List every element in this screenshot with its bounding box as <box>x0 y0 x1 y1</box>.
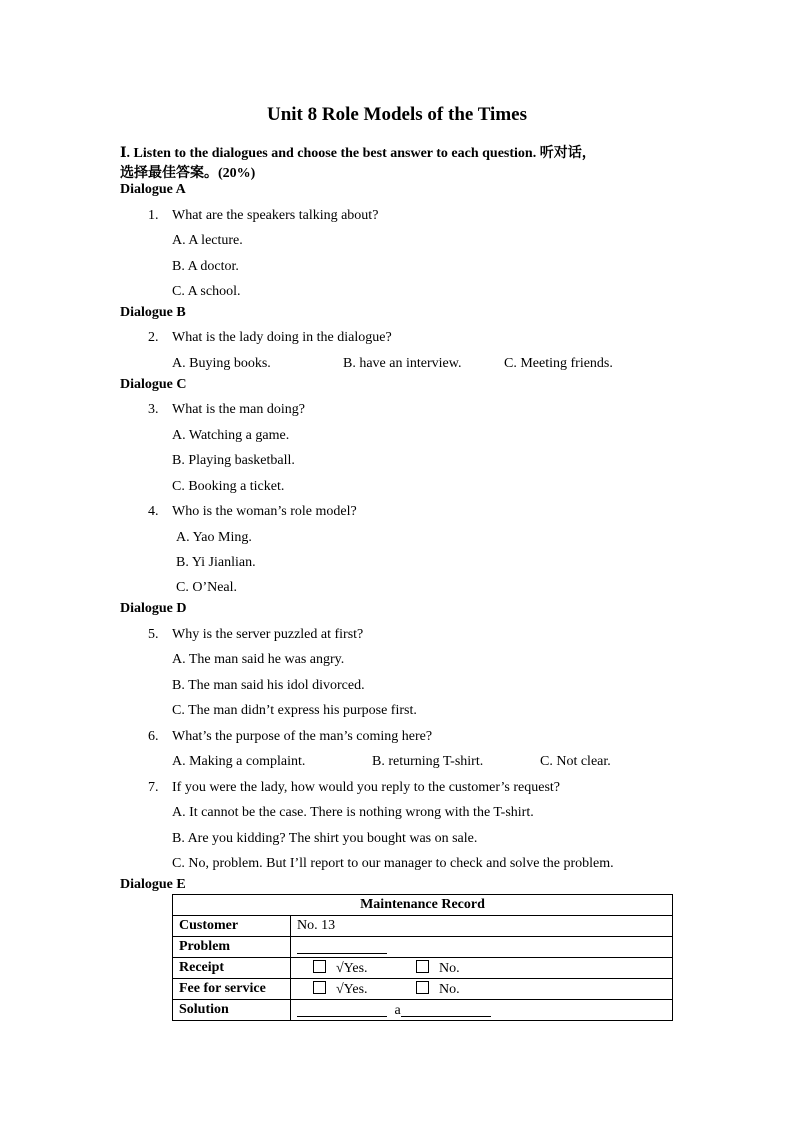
dialogue-e-heading: Dialogue E <box>120 877 186 892</box>
q6-option-b: B. returning T-shirt. <box>372 754 484 769</box>
question-number: 4. <box>148 504 159 519</box>
receipt-options <box>291 958 673 979</box>
q6-option-c: C. Not clear. <box>540 754 611 769</box>
fee-yes-label: √Yes. <box>336 981 368 997</box>
question-3 <box>148 402 305 418</box>
q3-option-b: B. Playing basketball. <box>172 453 295 468</box>
question-4 <box>148 504 357 520</box>
table-title: Maintenance Record <box>173 895 673 916</box>
dialogue-c-heading: Dialogue C <box>120 377 187 392</box>
question-2 <box>148 330 392 346</box>
fee-no-checkbox[interactable] <box>416 981 429 994</box>
solution-label: Solution <box>173 1000 291 1021</box>
dialogue-a-heading: Dialogue A <box>120 182 186 197</box>
customer-value: No. 13 <box>291 916 673 937</box>
question-6 <box>148 729 432 745</box>
q4-option-b: B. Yi Jianlian. <box>176 555 256 570</box>
q5-option-a: A. The man said he was angry. <box>172 652 345 667</box>
fee-no-label: No. <box>439 981 460 997</box>
solution-connector: a <box>394 1002 401 1018</box>
maintenance-record-table <box>172 894 673 1021</box>
table-row <box>173 979 673 1000</box>
fee-yes-checkbox[interactable] <box>313 981 326 994</box>
question-number: 6. <box>148 729 159 744</box>
dialogue-b-heading: Dialogue B <box>120 305 186 320</box>
receipt-yes-checkbox[interactable] <box>313 960 326 973</box>
q1-option-c: C. A school. <box>172 284 241 299</box>
customer-label: Customer <box>173 916 291 937</box>
question-text: What is the lady doing in the dialogue? <box>172 330 392 345</box>
fee-label: Fee for service <box>173 979 291 1000</box>
q6-option-a: A. Making a complaint. <box>172 754 306 769</box>
receipt-no-checkbox[interactable] <box>416 960 429 973</box>
q7-option-b: B. Are you kidding? The shirt you bought was on sale. <box>172 831 478 846</box>
question-1 <box>148 208 378 224</box>
receipt-label: Receipt <box>173 958 291 979</box>
table-row <box>173 916 673 937</box>
question-5 <box>148 627 363 643</box>
receipt-yes-label: √Yes. <box>336 960 368 976</box>
q2-option-c: C. Meeting friends. <box>504 356 613 371</box>
question-text: What’s the purpose of the man’s coming here? <box>172 729 433 744</box>
q3-option-c: C. Booking a ticket. <box>172 479 285 494</box>
section-heading-line1: Ⅰ. Listen to the dialogues and choose the best answer to each question. 听对话， <box>120 146 596 161</box>
table-row <box>173 895 673 916</box>
fee-options <box>291 979 673 1000</box>
question-text: If you were the lady, how would you reply to the customer’s request? <box>172 780 561 795</box>
q1-option-b: B. A doctor. <box>172 259 239 274</box>
q4-option-c: C. O’Neal. <box>176 580 238 595</box>
q1-option-a: A. A lecture. <box>172 233 243 248</box>
dialogue-d-heading: Dialogue D <box>120 601 187 616</box>
table-row <box>173 937 673 958</box>
table-row <box>173 958 673 979</box>
solution-blank-2[interactable] <box>401 1002 491 1017</box>
problem-label: Problem <box>173 937 291 958</box>
question-number: 7. <box>148 780 159 795</box>
question-7 <box>148 780 560 796</box>
solution-blank-1[interactable] <box>297 1002 387 1017</box>
q7-option-c: C. No, problem. But I’ll report to our manager to check and solve the problem. <box>172 856 614 871</box>
q2-option-a: A. Buying books. <box>172 356 271 371</box>
section-heading-line2: 选择最佳答案。(20%) <box>120 166 256 181</box>
q3-option-a: A. Watching a game. <box>172 428 290 443</box>
receipt-no-label: No. <box>439 960 460 976</box>
question-text: Who is the woman’s role model? <box>172 504 357 519</box>
question-number: 1. <box>148 208 159 223</box>
question-number: 5. <box>148 627 159 642</box>
table-row <box>173 1000 673 1021</box>
question-number: 3. <box>148 402 159 417</box>
question-text: Why is the server puzzled at first? <box>172 627 364 642</box>
question-text: What is the man doing? <box>172 402 305 417</box>
q7-option-a: A. It cannot be the case. There is nothing wrong with the T-shirt. <box>172 805 534 820</box>
q5-option-c: C. The man didn’t express his purpose first. <box>172 703 417 718</box>
q5-option-b: B. The man said his idol divorced. <box>172 678 365 693</box>
problem-blank[interactable] <box>297 939 387 954</box>
problem-answer-cell <box>291 937 673 958</box>
q2-option-b: B. have an interview. <box>343 356 462 371</box>
q4-option-a: A. Yao Ming. <box>176 530 252 545</box>
question-text: What are the speakers talking about? <box>172 208 379 223</box>
solution-answer-cell <box>291 1000 673 1021</box>
page-title: Unit 8 Role Models of the Times <box>266 104 527 125</box>
question-number: 2. <box>148 330 159 345</box>
